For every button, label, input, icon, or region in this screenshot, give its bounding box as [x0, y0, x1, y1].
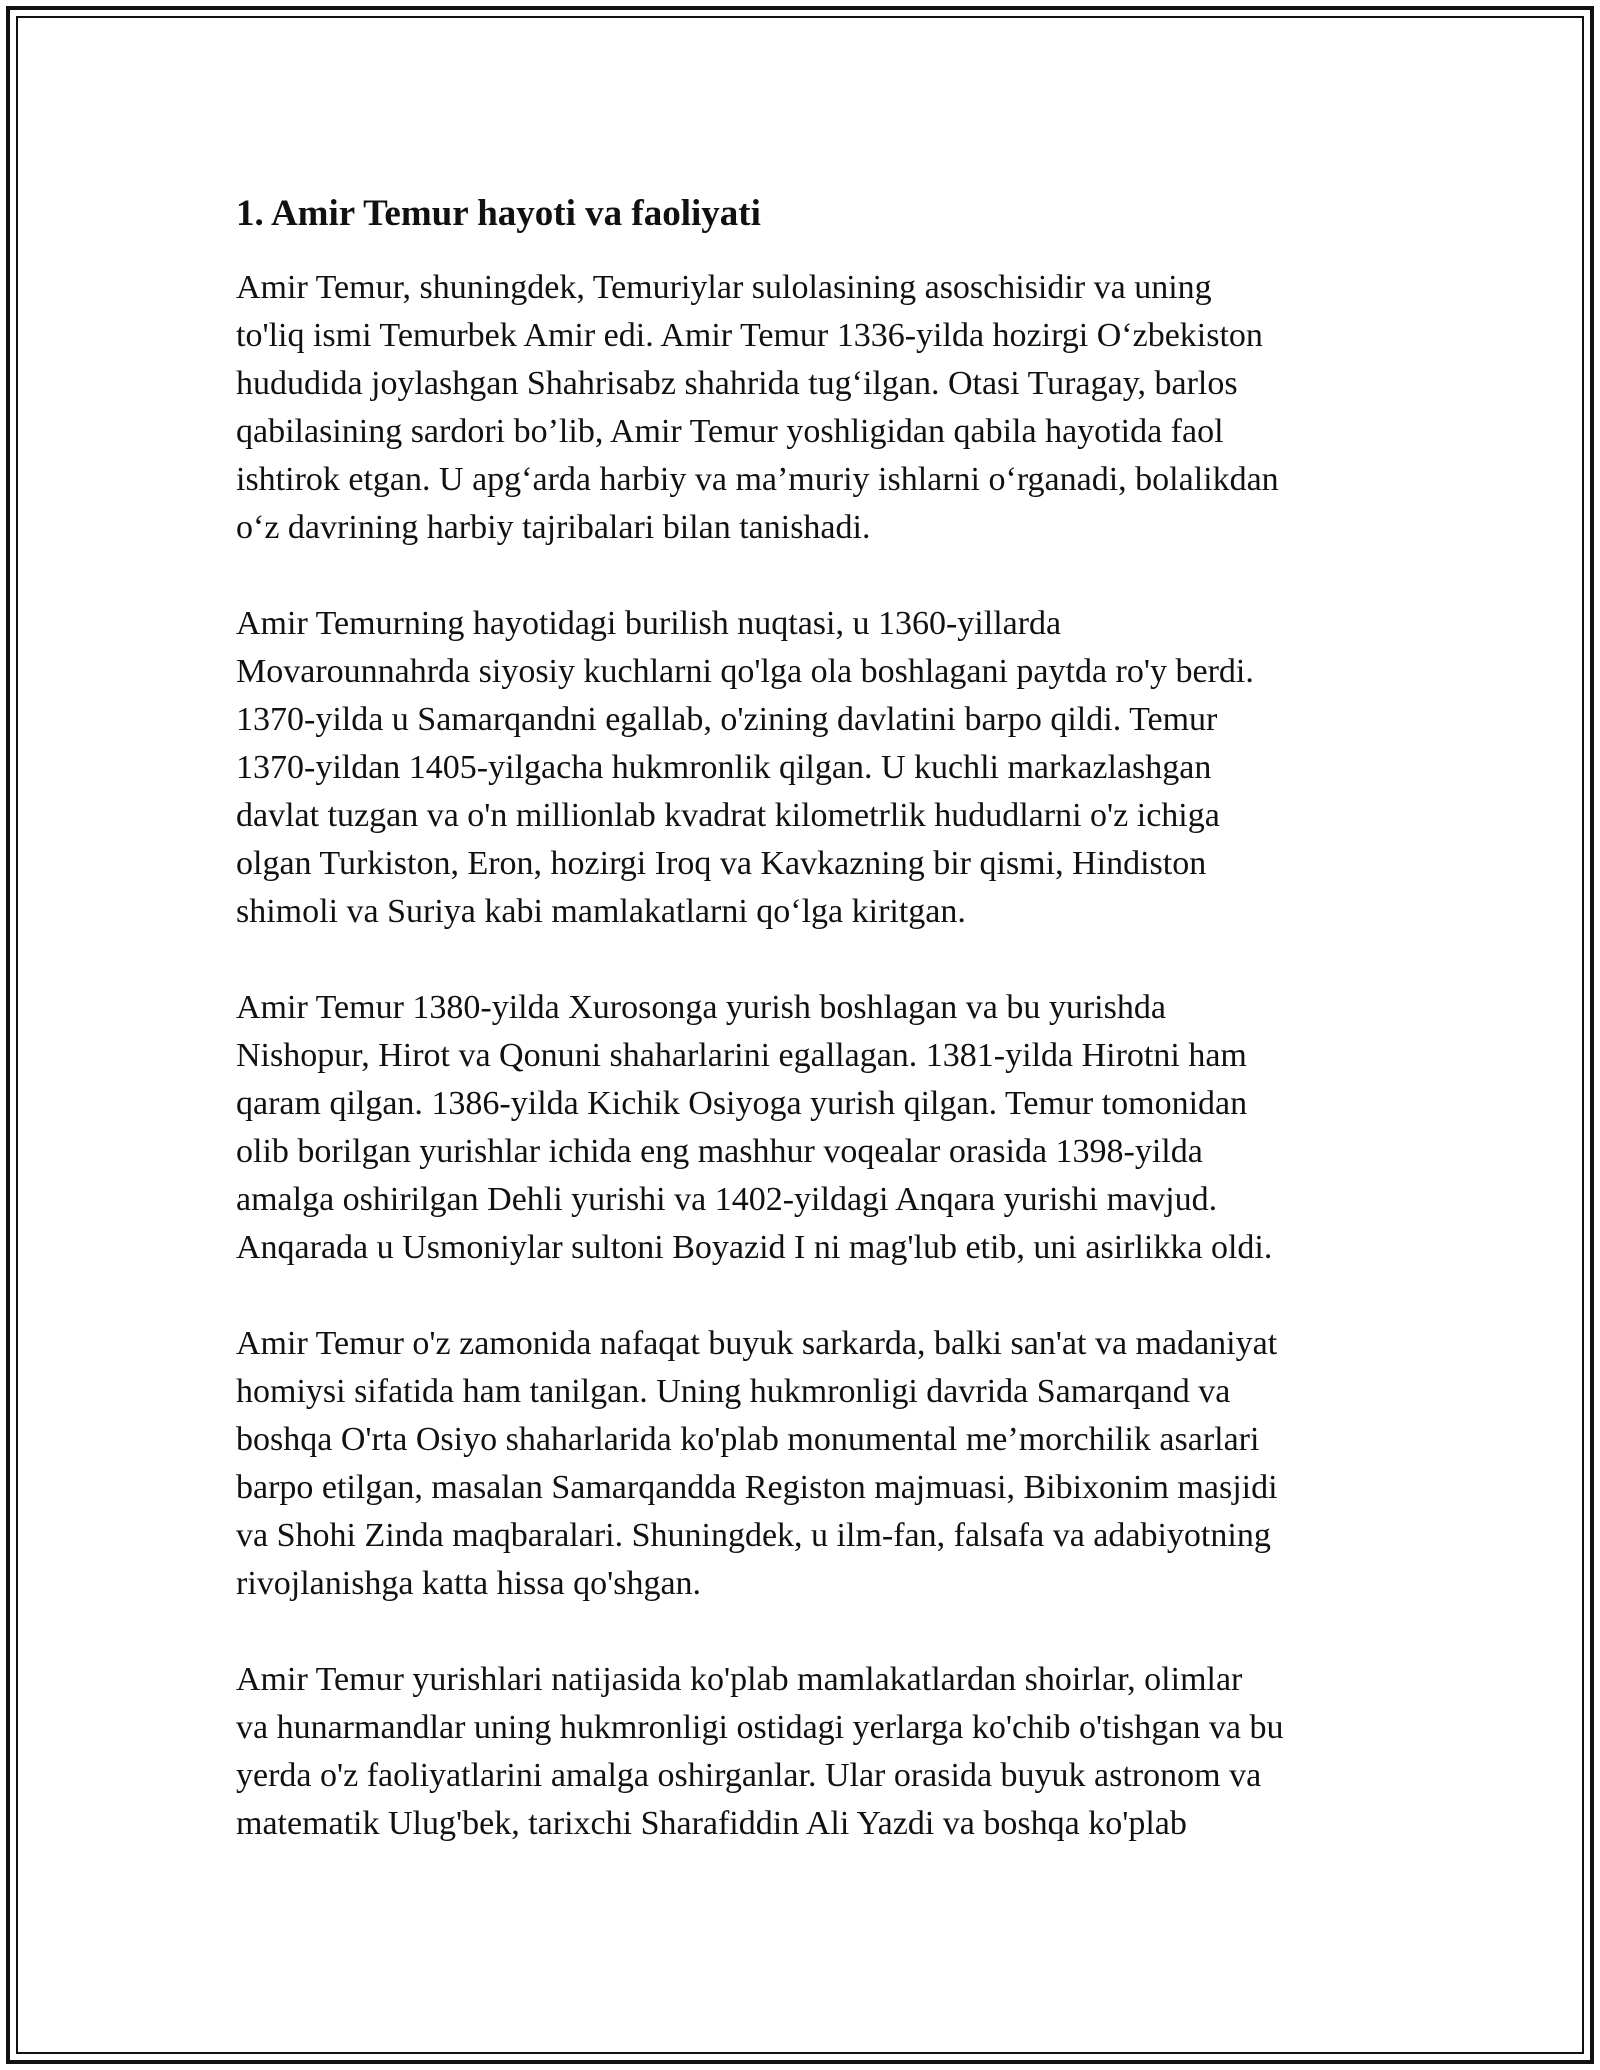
- text-line: Amir Temurning hayotidagi burilish nuqtasi, u 1360-yillarda: [236, 605, 1062, 642]
- text-line: hududida joylashgan Shahrisabz shahrida tug‘ilgan. Otasi Turagay, barlos: [236, 365, 1238, 402]
- section-heading: 1. Amir Temur hayoti va faoliyati: [236, 193, 761, 234]
- paragraph-5: [236, 1656, 1376, 1848]
- text-line: Amir Temur o'z zamonida nafaqat buyuk sarkarda, balki san'at va madaniyat: [236, 1325, 1278, 1362]
- paragraph-4: [236, 1320, 1376, 1608]
- text-line: o‘z davrining harbiy tajribalari bilan tanishadi.: [236, 509, 871, 546]
- text-line: barpo etilgan, masalan Samarqandda Registon majmuasi, Bibixonim masjidi: [236, 1469, 1278, 1506]
- text-line: Amir Temur, shuningdek, Temuriylar sulolasining asoschisidir va uning: [236, 269, 1212, 306]
- text-line: yerda o'z faoliyatlarini amalga oshirganlar. Ular orasida buyuk astronom va: [236, 1757, 1262, 1794]
- text-line: Amir Temur yurishlari natijasida ko'plab mamlakatlardan shoirlar, olimlar: [236, 1661, 1243, 1698]
- paragraph-3: [236, 984, 1376, 1272]
- text-line: qabilasining sardori bo’lib, Amir Temur yoshligidan qabila hayotida faol: [236, 413, 1224, 450]
- text-line: Movarounnahrda siyosiy kuchlarni qo'lga ola boshlagani paytda ro'y berdi.: [236, 653, 1254, 690]
- paragraph-2: [236, 600, 1376, 936]
- paragraph-1: [236, 264, 1376, 552]
- text-line: shimoli va Suriya kabi mamlakatlarni qo‘lga kiritgan.: [236, 893, 966, 930]
- text-line: 1370-yildan 1405-yilgacha hukmronlik qilgan. U kuchli markazlashgan: [236, 749, 1212, 786]
- text-line: Anqarada u Usmoniylar sultoni Boyazid I ni mag'lub etib, uni asirlikka oldi.: [236, 1229, 1273, 1266]
- text-line: davlat tuzgan va o'n millionlab kvadrat kilometrlik hududlarni o'z ichiga: [236, 797, 1220, 834]
- text-line: ishtirok etgan. U apg‘arda harbiy va ma’muriy ishlarni o‘rganadi, bolalikdan: [236, 461, 1279, 498]
- document-page: [236, 190, 1376, 1896]
- text-line: rivojlanishga katta hissa qo'shgan.: [236, 1565, 702, 1602]
- text-line: homiysi sifatida ham tanilgan. Uning hukmronligi davrida Samarqand va: [236, 1373, 1231, 1410]
- text-line: amalga oshirilgan Dehli yurishi va 1402-yildagi Anqara yurishi mavjud.: [236, 1181, 1218, 1218]
- text-line: to'liq ismi Temurbek Amir edi. Amir Temur 1336-yilda hozirgi O‘zbekiston: [236, 317, 1263, 354]
- text-line: olgan Turkiston, Eron, hozirgi Iroq va Kavkazning bir qismi, Hindiston: [236, 845, 1207, 882]
- text-line: qaram qilgan. 1386-yilda Kichik Osiyoga yurish qilgan. Temur tomonidan: [236, 1085, 1248, 1122]
- text-line: boshqa O'rta Osiyo shaharlarida ko'plab monumental me’morchilik asarlari: [236, 1421, 1260, 1458]
- text-line: olib borilgan yurishlar ichida eng mashhur voqealar orasida 1398-yilda: [236, 1133, 1203, 1170]
- text-line: matematik Ulug'bek, tarixchi Sharafiddin Ali Yazdi va boshqa ko'plab: [236, 1805, 1187, 1842]
- text-line: Amir Temur 1380-yilda Xurosonga yurish boshlagan va bu yurishda: [236, 989, 1166, 1026]
- text-line: va hunarmandlar uning hukmronligi ostidagi yerlarga ko'chib o'tishgan va bu: [236, 1709, 1284, 1746]
- text-line: va Shohi Zinda maqbaralari. Shuningdek, u ilm-fan, falsafa va adabiyotning: [236, 1517, 1271, 1554]
- text-line: 1370-yilda u Samarqandni egallab, o'zining davlatini barpo qildi. Temur: [236, 701, 1218, 738]
- text-line: Nishopur, Hirot va Qonuni shaharlarini egallagan. 1381-yilda Hirotni ham: [236, 1037, 1247, 1074]
